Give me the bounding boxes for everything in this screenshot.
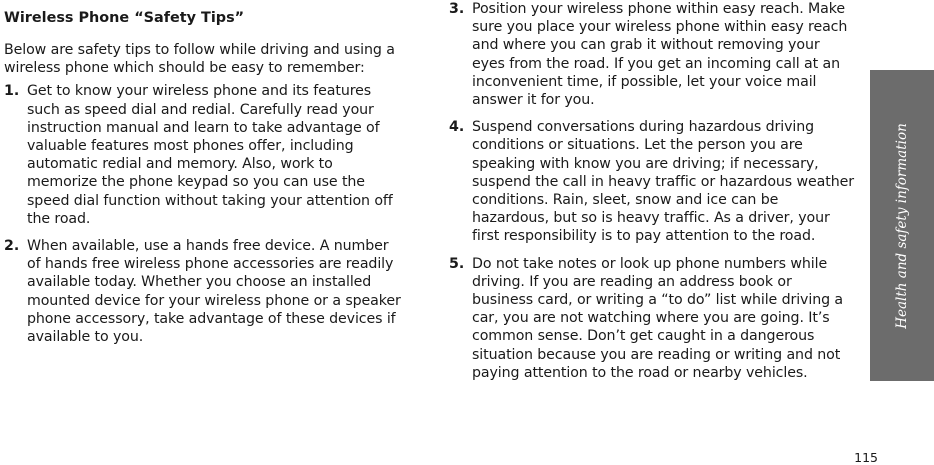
tip-text: When available, use a hands free device. A number of hands free wireless phone accessories are readily available today. Whether you choose an installed mounted device for your wireless phone or a speaker phone accessory, take advantage of these devices if available to you.	[27, 238, 401, 346]
tip-number: 1.	[4, 83, 20, 100]
page-title: Wireless Phone “Safety Tips”	[4, 10, 245, 26]
tip-item	[449, 118, 854, 245]
section-side-tab-label: Health and safety information	[894, 122, 910, 329]
page-number: 115	[854, 450, 878, 465]
tip-item	[4, 237, 406, 346]
tip-item	[449, 0, 854, 109]
tip-number: 5.	[449, 255, 465, 272]
tip-number: 4.	[449, 119, 465, 136]
tip-number: 3.	[449, 1, 465, 17]
tip-list-right	[449, 0, 854, 382]
tip-item	[449, 255, 854, 382]
tip-text: Do not take notes or look up phone numbers while driving. If you are reading an address book or business card, or writing a “to do” list while driving a car, you are not watching where you are going. It’s common sense. Don’t get caught in a dangerous situation because you are reading or writing and not paying attention to the road or nearby vehicles.	[472, 255, 843, 381]
tip-text: Get to know your wireless phone and its features such as speed dial and redial. Carefully read your instruction manual and learn to take advantage of valuable features most phones offer, including automatic redial and memory. Also, work to memorize the phone keypad so you can use the speed dial function without taking your attention off the road.	[27, 83, 393, 227]
right-column	[449, 0, 854, 391]
tip-text: Suspend conversations during hazardous driving conditions or situations. Let the person you are speaking with know you are driving; if necessary, suspend the call in heavy traffic or hazardous weather conditions. Rain, sleet, snow and ice can be hazardous, but so is heavy traffic. As a driver, your first responsibility is to pay attention to the road.	[472, 119, 854, 245]
section-side-tab	[870, 70, 934, 381]
intro-paragraph: Below are safety tips to follow while driving and using a wireless phone which should be easy to remember:	[4, 42, 395, 77]
tip-item	[4, 82, 406, 228]
tip-list-left	[4, 82, 406, 346]
tip-number: 2.	[4, 238, 20, 255]
left-column	[4, 41, 406, 355]
tip-text: Position your wireless phone within easy reach. Make sure you place your wireless phone within easy reach and where you can grab it without removing your eyes from the road. If you get an incoming call at an inconvenient time, if possible, let your voice mail answer it for you.	[472, 1, 848, 109]
